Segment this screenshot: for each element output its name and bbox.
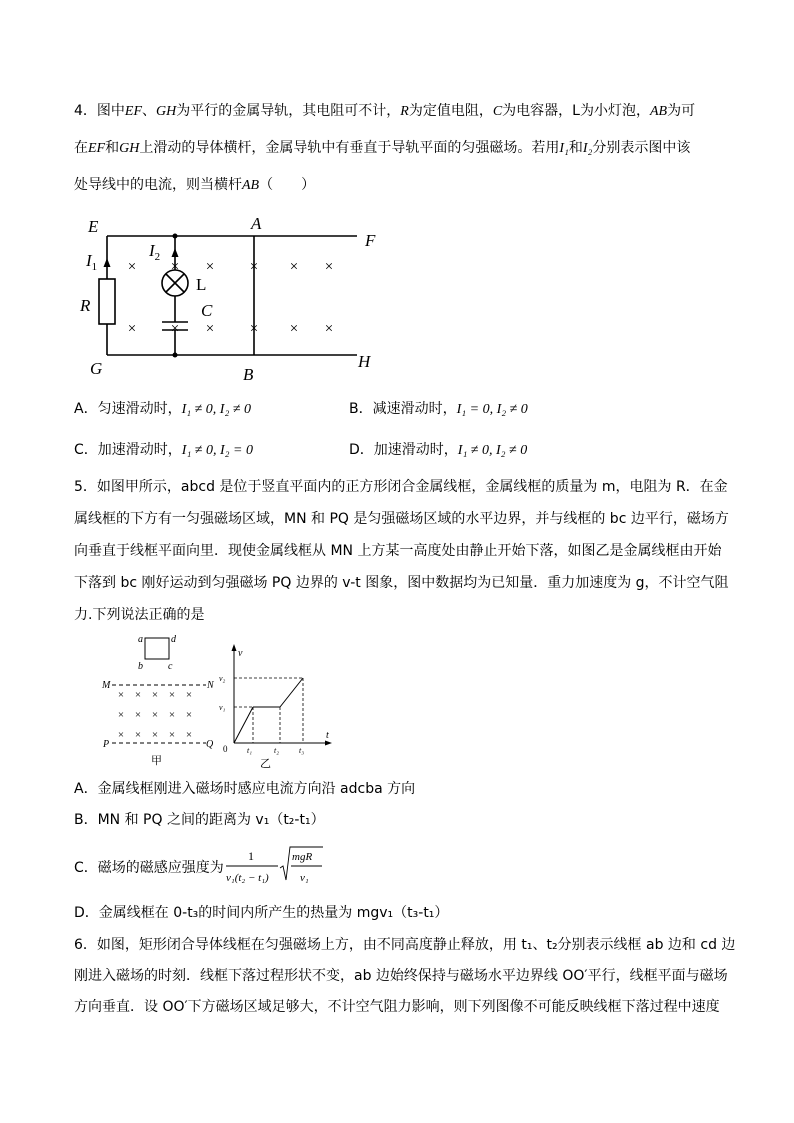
svg-text:v₂: v₂ <box>219 674 226 683</box>
svg-text:×: × <box>168 689 176 701</box>
svg-text:×: × <box>117 689 125 701</box>
q4-line-3: 处导线中的电流，则当横杆AB（ ） <box>74 177 316 193</box>
q6-line-3: 方向垂直．设 OO′下方磁场区域足够大，不计空气阻力影响，则下列图像不可能反映线框下落过程中速度 <box>74 999 720 1015</box>
label-G: G <box>90 359 103 378</box>
label-H: H <box>358 352 371 371</box>
q5-option-d: D．金属线框在 0-t₃的时间内所产生的热量为 mgv₁（t₃-t₁） <box>74 905 449 921</box>
q5-line-5: 力.下列说法正确的是 <box>74 607 205 623</box>
magnetic-field-formula <box>224 844 328 890</box>
svg-text:×: × <box>168 709 176 721</box>
svg-text:×: × <box>151 709 159 721</box>
label-C: C <box>201 301 213 320</box>
svg-text:d: d <box>171 634 176 645</box>
q5-line-2: 属线框的下方有一匀强磁场区域，MN 和 PQ 是匀强磁场区域的水平边界，并与线框的 bc 边平行，磁场方 <box>74 511 729 527</box>
svg-text:t₃: t₃ <box>299 746 305 755</box>
field-cross: × <box>170 259 180 275</box>
svg-text:P: P <box>103 739 110 750</box>
svg-text:Q: Q <box>206 739 214 750</box>
svg-text:×: × <box>185 709 193 721</box>
svg-text:×: × <box>168 729 176 741</box>
field-cross: × <box>289 259 299 275</box>
q4-option-c: C．加速滑动时，I₁ ≠ 0, I₂ = 0 <box>74 442 253 458</box>
field-cross: × <box>127 321 137 337</box>
svg-text:v₁(t₂ − t₁): v₁(t₂ − t₁) <box>226 872 269 884</box>
svg-text:×: × <box>134 689 142 701</box>
svg-text:v₁: v₁ <box>219 703 226 712</box>
svg-text:v₁: v₁ <box>300 872 309 884</box>
svg-text:b: b <box>138 661 143 672</box>
field-cross: × <box>249 259 259 275</box>
q5-figure-jia <box>96 628 224 770</box>
field-cross: × <box>127 259 137 275</box>
svg-text:×: × <box>134 709 142 721</box>
q5-option-b: B．MN 和 PQ 之间的距离为 v₁（t₂-t₁） <box>74 812 325 828</box>
svg-text:×: × <box>185 729 193 741</box>
field-cross: × <box>205 321 215 337</box>
label-I1: $I_1$ <box>86 251 98 273</box>
svg-text:×: × <box>134 729 142 741</box>
svg-text:t: t <box>326 730 329 741</box>
label-A: A <box>251 214 262 233</box>
svg-text:0: 0 <box>223 744 228 754</box>
figure-caption-yi: 乙 <box>260 757 271 770</box>
field-cross: × <box>205 259 215 275</box>
label-E: E <box>88 217 99 236</box>
q6-line-2: 刚进入磁场的时刻．线框下落过程形状不变，ab 边始终保持与磁场水平边界线 OO′平行，线框平面与磁场 <box>74 968 728 984</box>
svg-text:×: × <box>117 729 125 741</box>
svg-text:t₁: t₁ <box>247 746 253 755</box>
q4-option-a: A．匀速滑动时，I₁ ≠ 0, I₂ ≠ 0 <box>74 401 252 417</box>
q5-line-3: 向垂直于线框平面向里．现使金属线框从 MN 上方某一高度处由静止开始下落，如图乙是金属线框由开始 <box>74 543 722 559</box>
q6-line-1: 6．如图，矩形闭合导体线框在匀强磁场上方，由不同高度静止释放，用 t₁、t₂分别表示线框 ab 边和 cd 边 <box>74 937 736 953</box>
label-L: L <box>196 275 207 294</box>
svg-text:N: N <box>207 680 214 691</box>
svg-text:v: v <box>238 648 243 659</box>
figure-caption-jia: 甲 <box>151 754 162 767</box>
label-I2: $I_2$ <box>149 241 161 263</box>
q4-line-2: 在EF和GH上滑动的导体横杆，金属导轨中有垂直于导轨平面的匀强磁场。若用I₁和I₂分别表示图中该 <box>74 140 691 156</box>
field-cross: × <box>249 321 259 337</box>
q5-line-1: 5．如图甲所示，abcd 是位于竖直平面内的正方形闭合金属线框，金属线框的质量为 m，电阻为 R．在金 <box>74 479 728 495</box>
svg-text:×: × <box>151 689 159 701</box>
svg-text:mgR: mgR <box>292 851 313 863</box>
label-R: R <box>80 296 91 315</box>
q4-circuit-figure <box>74 212 394 387</box>
svg-text:M: M <box>102 680 111 691</box>
svg-text:c: c <box>168 661 173 672</box>
svg-text:×: × <box>151 729 159 741</box>
field-cross: × <box>324 259 334 275</box>
q4-line-1: 4．图中EF、GH为平行的金属导轨，其电阻可不计，R为定值电阻，C为电容器，L为小灯泡，AB为可 <box>74 103 696 119</box>
q4-option-b: B．减速滑动时，I₁ = 0, I₂ ≠ 0 <box>349 401 528 417</box>
q4-option-d: D．加速滑动时，I₁ ≠ 0, I₂ ≠ 0 <box>349 442 528 458</box>
svg-text:×: × <box>185 689 193 701</box>
field-cross: × <box>324 321 334 337</box>
svg-text:1: 1 <box>248 849 254 863</box>
q5-option-a: A．金属线框刚进入磁场时感应电流方向沿 adcba 方向 <box>74 781 416 797</box>
svg-text:×: × <box>117 709 125 721</box>
q5-line-4: 下落到 bc 刚好运动到匀强磁场 PQ 边界的 v-t 图象，图中数据均为已知量．重力加速度为 g，不计空气阻 <box>74 575 729 591</box>
q5-figure-yi <box>216 640 340 772</box>
svg-text:a: a <box>138 634 143 645</box>
label-B: B <box>243 365 254 384</box>
field-cross: × <box>170 321 180 337</box>
label-F: F <box>365 231 376 250</box>
field-cross: × <box>289 321 299 337</box>
svg-text:t₂: t₂ <box>274 746 280 755</box>
